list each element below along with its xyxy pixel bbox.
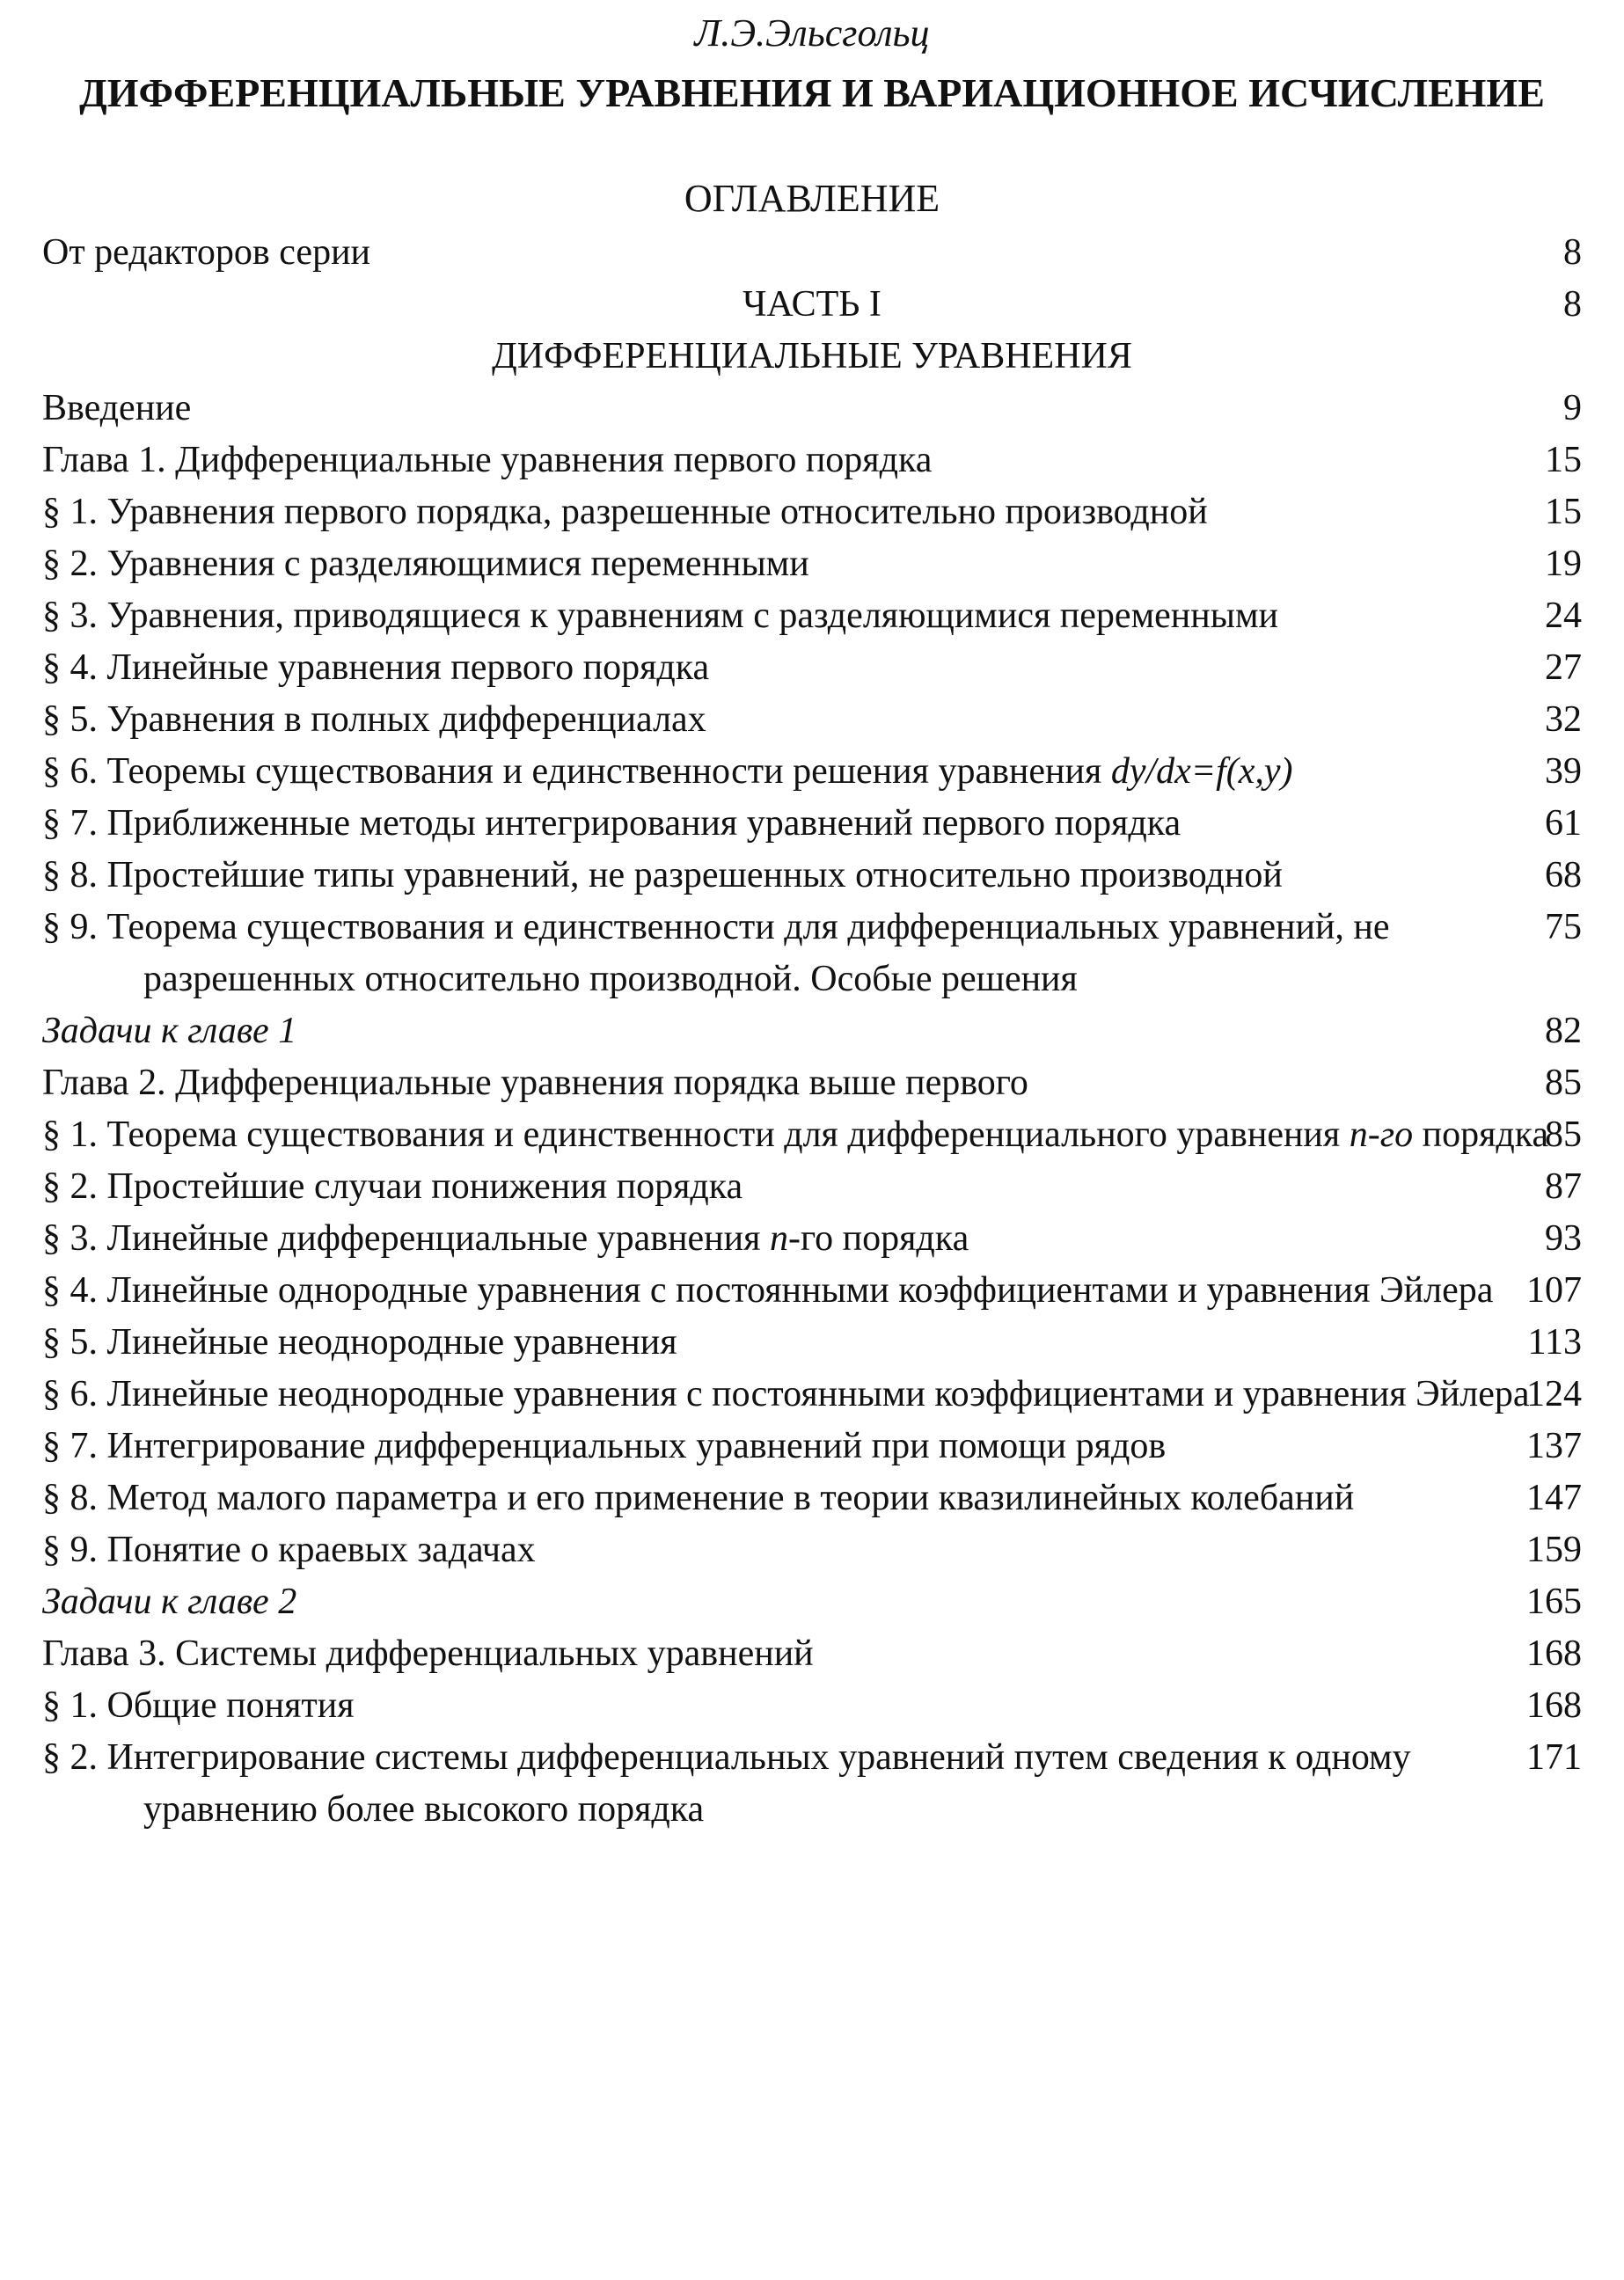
toc-entry-label: Задачи к главе 1 [42,1011,297,1051]
toc-entry-label: § 5. Уравнения в полных дифференциалах [42,699,706,740]
toc-entry-page: 61 [1545,803,1582,844]
toc-entry-text-tail: порядка [1413,1114,1549,1155]
toc-entry-ch1-s4[interactable] [42,642,1582,694]
toc-entry-page: 15 [1545,440,1582,480]
n-order-text: n-го [1349,1114,1414,1155]
toc-entry-chapter-2[interactable] [42,1057,1582,1109]
toc-entry-chapter-3[interactable] [42,1628,1582,1680]
toc-entry-ch2-s1[interactable] [42,1109,1582,1161]
n-symbol: n [769,1218,788,1259]
toc-entry-page: 165 [1526,1582,1582,1622]
toc-entry-label: § 5. Линейные неоднородные уравнения [42,1322,677,1363]
toc-entry-label: § 1. Общие понятия [42,1685,355,1726]
toc-entry-page: 19 [1545,544,1582,584]
toc-entry-editors[interactable] [42,227,1582,279]
toc-entry-ch2-s4[interactable] [42,1265,1582,1317]
toc-entry-text: § 3. Линейные дифференциальные уравнения [42,1218,770,1259]
toc-entry-page: 39 [1545,751,1582,792]
toc-entry-page: 82 [1545,1011,1582,1051]
toc-entry-page: 171 [1526,1737,1582,1778]
toc-part-title: ДИФФЕРЕНЦИАЛЬНЫЕ УРАВНЕНИЯ [492,336,1132,376]
toc-entry-ch2-s9[interactable] [42,1524,1582,1576]
toc-entry-ch2-s2[interactable] [42,1161,1582,1213]
toc-entry-ch1-s5[interactable] [42,694,1582,746]
author-name: Л.Э.Эльсгольц [694,11,930,55]
toc-entry-text: § 6. Теоремы существования и единственности решения уравнения [42,751,1102,792]
toc-entry-label: Глава 1. Дифференциальные уравнения первого порядка [42,440,933,480]
toc-entry-label: Глава 2. Дифференциальные уравнения порядка выше первого [42,1063,1028,1103]
toc-entry-label: Введение [42,388,192,428]
toc-entry-text: § 1. Теорема существования и единственности для дифференциального уравнения [42,1114,1350,1155]
toc-entry-label: Задачи к главе 2 [42,1582,297,1622]
toc-entry-label: § 8. Метод малого параметра и его применение в теории квазилинейных колебаний [42,1478,1355,1518]
toc-entry-page: 107 [1526,1270,1582,1311]
toc-entry-page: 75 [1545,907,1582,947]
toc-entry-label [42,1213,1560,1265]
toc-entry-page: 113 [1527,1322,1582,1363]
toc-entry-label: § 2. Уравнения с разделяющимися переменными [42,544,809,584]
toc-entry-label: § 2. Интегрирование системы дифференциальных уравнений путем сведения к одному уравнению более высокого порядка [42,1737,1411,1830]
toc-entry-intro[interactable] [42,383,1582,435]
toc-entry-label: От редакторов серии [42,232,371,273]
toc-entry-page: 9 [1563,388,1582,428]
toc-entry-label: § 4. Линейные уравнения первого порядка [42,647,710,688]
formula-dy-dx: dy/dx=f(x,y) [1110,751,1293,792]
toc-entry-text-tail: -го порядка [787,1218,969,1259]
toc-entry-ch1-s7[interactable] [42,798,1582,850]
toc-entry-ch1-s1[interactable] [42,486,1582,538]
toc-entry-part1[interactable] [42,279,1582,331]
toc-entry-page: 85 [1545,1114,1582,1155]
toc-entry-label: § 4. Линейные однородные уравнения с постоянными коэффициентами и уравнения Эйлера [42,1270,1494,1311]
toc-entry-label: Глава 3. Системы дифференциальных уравнений [42,1633,814,1674]
toc-entry-page: 32 [1545,699,1582,740]
toc-entry-ch3-s2[interactable] [42,1732,1582,1836]
toc-entry-page: 93 [1545,1218,1582,1259]
book-title: ДИФФЕРЕНЦИАЛЬНЫЕ УРАВНЕНИЯ И ВАРИАЦИОННОЕ ИСЧИСЛЕНИЕ [79,70,1545,115]
toc-entry-label [42,746,1560,798]
toc-entry-ch2-s5[interactable] [42,1317,1582,1369]
toc-entry-label: § 9. Понятие о краевых задачах [42,1530,536,1570]
toc-entry-ch2-tasks[interactable] [42,1576,1582,1628]
toc-entry-label: § 7. Приближенные методы интегрирования уравнений первого порядка [42,803,1181,844]
toc-entry-label: § 7. Интегрирование дифференциальных уравнений при помощи рядов [42,1426,1167,1466]
toc-entry-label: § 1. Уравнения первого порядка, разрешенные относительно производной [42,492,1208,532]
toc-entry-ch1-s8[interactable] [42,850,1582,902]
toc-entry-ch1-s3[interactable] [42,590,1582,642]
toc-entry-page: 15 [1545,492,1582,532]
toc-part1-title [42,331,1582,383]
toc-entry-page: 159 [1526,1530,1582,1570]
toc-heading: ОГЛАВЛЕНИЕ [684,177,940,220]
toc-entry-ch1-s6[interactable] [42,746,1582,798]
toc-entry-ch2-s6[interactable] [42,1369,1582,1421]
toc-entry-page: 168 [1526,1633,1582,1674]
toc-entry-page: 68 [1545,855,1582,895]
toc-entry-ch2-s7[interactable] [42,1421,1582,1472]
toc-entry-ch2-s3[interactable] [42,1213,1582,1265]
toc-entry-page: 8 [1563,284,1582,325]
toc-entry-label [42,1109,1560,1161]
toc-entry-page: 137 [1526,1426,1582,1466]
toc-entry-chapter-1[interactable] [42,435,1582,486]
toc-entry-label: § 3. Уравнения, приводящиеся к уравнениям с разделяющимися переменными [42,596,1279,636]
toc-entry-ch1-tasks[interactable] [42,1005,1582,1057]
toc-entry-ch1-s2[interactable] [42,538,1582,590]
toc-entry-page: 85 [1545,1063,1582,1103]
toc-entry-page: 168 [1526,1685,1582,1726]
toc-entry-page: 124 [1526,1374,1582,1414]
toc-part-label: ЧАСТЬ I [743,284,881,325]
toc-entry-ch2-s8[interactable] [42,1472,1582,1524]
toc-entry-page: 147 [1526,1478,1582,1518]
toc-entry-page: 24 [1545,596,1582,636]
toc-entry-ch1-s9[interactable] [42,902,1582,1005]
toc-entry-ch3-s1[interactable] [42,1680,1582,1732]
table-of-contents [42,227,1582,1836]
toc-entry-page: 8 [1563,232,1582,273]
toc-entry-label: § 8. Простейшие типы уравнений, не разрешенных относительно производной [42,855,1283,895]
toc-entry-page: 27 [1545,647,1582,688]
toc-entry-page: 87 [1545,1166,1582,1207]
toc-entry-label: § 6. Линейные неоднородные уравнения с постоянными коэффициентами и уравнения Эйлера [42,1374,1530,1414]
toc-entry-label: § 2. Простейшие случаи понижения порядка [42,1166,743,1207]
toc-entry-label: § 9. Теорема существования и единственности для дифференциальных уравнений, не разрешенных относительно производной. Особые решения [42,907,1390,999]
